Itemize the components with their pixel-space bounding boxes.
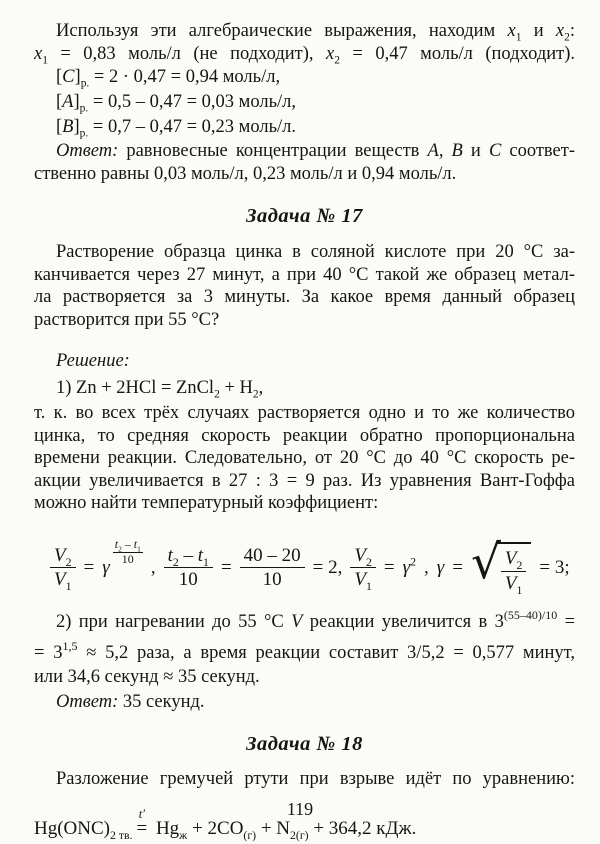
var-x2-sub: 2 (334, 54, 340, 67)
var-a: A (427, 141, 439, 161)
var-b: B (62, 117, 74, 137)
step2-equals: = (557, 611, 575, 632)
base-3: 3 (494, 611, 504, 632)
concentration-a-value: = 0,5 – 0,47 = 0,03 моль/л, (88, 92, 297, 112)
sub-1: 1 (203, 555, 209, 569)
bracket-close: ] (73, 92, 80, 112)
bracket-open: [ (56, 92, 63, 112)
radical-sign: √ (470, 535, 501, 591)
equals-sign: = (83, 556, 95, 578)
fraction-40-20: $\frac{40 - 20}{10}$ (240, 545, 305, 591)
comma: , (150, 556, 156, 578)
equals-sign: = (220, 556, 232, 578)
mercury-sub: ж (179, 828, 188, 842)
equals-2: = 2, (312, 556, 343, 578)
task-17-body-line-3: времени реакции. Следовательно, от 20 °С до 40 °С скорость ре- (34, 448, 575, 468)
bracket-close: ] (74, 67, 81, 87)
equilibrium-answer-line-2: ственно равны 0,03 моль/л, 0,23 моль/л и 0,94 моль/л. (34, 163, 457, 184)
equilibrium-sub: р. (79, 102, 89, 115)
gamma-squared (403, 557, 416, 579)
bracket-open: [ (56, 67, 63, 87)
zncl2-sub: 2 (214, 388, 220, 401)
denominator-10: 10 (121, 552, 134, 566)
task-17-statement-line-1: Растворение образца цинка в соляной кислоте при 20 °С за- (56, 242, 575, 262)
var-v: V (504, 548, 517, 570)
var-t: t (167, 544, 173, 566)
sub-1: 1 (137, 544, 141, 554)
energy-term: + 364,2 кДж. (308, 818, 417, 839)
vant-hoff-formula (50, 523, 575, 597)
task-17-answer (34, 689, 575, 715)
var-v: V (354, 569, 366, 590)
page-number: 119 (286, 799, 314, 819)
reaction-equation-line (34, 375, 575, 401)
co-sub: (г) (243, 828, 257, 842)
intro-lead: Используя эти алгебраические выражения, находим (56, 21, 508, 41)
equals-sign: = (383, 556, 395, 578)
task-17-statement-line-4: растворится при 55 °С? (34, 309, 220, 330)
var-x2-sub: 2 (564, 31, 570, 44)
fraction-v2-v1 (501, 548, 527, 597)
co-term: + 2CO (187, 818, 244, 839)
var-a: A (62, 92, 74, 112)
power-55-40-10: (55–40)/10 (503, 607, 558, 622)
var-t: t (133, 537, 138, 552)
var-v: V (291, 611, 303, 632)
task-18-title: Задача № 18 (246, 732, 363, 755)
gamma-symbol: γ (402, 556, 411, 578)
concentration-a-line (34, 90, 575, 115)
mercury-symbol: Hg (151, 818, 180, 839)
power-2: 2 (410, 555, 416, 569)
concentration-c-line (34, 65, 575, 90)
var-x1-sub: 1 (42, 54, 48, 67)
task-17-step2-line-2 (34, 634, 575, 665)
conjunction: и (462, 141, 489, 161)
var-c: C (488, 141, 502, 161)
bracket-close: ] (73, 117, 80, 137)
gamma-with-exponent (102, 537, 143, 582)
var-v: V (354, 544, 366, 566)
nitrogen-sub: 2(г) (290, 828, 309, 842)
var-x1-sub: 1 (515, 31, 522, 44)
equilibrium-intro-line-1 (34, 20, 575, 43)
fraction-v2-v1 (50, 545, 76, 591)
fraction-v2-v1 (350, 545, 376, 591)
equals-sign: = (136, 818, 148, 839)
task-17-title: Задача № 17 (246, 205, 363, 227)
var-t: t (197, 544, 204, 566)
var-t: t (114, 537, 119, 552)
answer-label: Ответ: (56, 691, 119, 712)
denominator-10: 10 (178, 569, 198, 590)
comma: , (258, 378, 264, 398)
x1-value: = 0,83 моль/л (не подходит), (47, 43, 327, 64)
x2-value: = 0,47 моль/л (подходит). (339, 43, 575, 64)
denominator-10: 10 (262, 569, 282, 590)
task-17-step2-line-1 (34, 603, 575, 634)
var-v: V (54, 569, 66, 590)
sub-1: 1 (516, 583, 523, 597)
var-b: B (451, 141, 463, 161)
equals-3: = 3; (539, 556, 570, 578)
task-17-statement-line-2: канчивается через 27 минут, а при 40 °С такой же образец метал- (34, 264, 575, 285)
fulminate-sub: 2 тв. (110, 828, 133, 842)
reaction-lhs: 1) Zn + 2HCl = ZnCl (56, 378, 215, 398)
nitrogen-term: + N (256, 818, 291, 839)
step2-base: = 3 (34, 642, 63, 663)
task-17-body-line-1: т. к. во всех трёх случаях растворяется одно и то же количество (34, 403, 575, 423)
sub-2: 2 (516, 559, 523, 573)
step2-mid: реакции увеличится в (302, 611, 495, 632)
task-17-step2-line-3: или 34,6 секунд ≈ 35 секунд. (34, 666, 260, 687)
task-18-statement: Разложение гремучей ртути при взрыве идёт по уравнению: (56, 768, 575, 789)
task-17-statement-line-3: ла растворяется за 3 минуты. За какое время данный образец (34, 287, 575, 307)
task-17-body-line-4: акции увеличивается в 27 : 3 = 9 раз. Из уравнения Вант-Гоффа (34, 470, 575, 491)
step2-tail: ≈ 5,2 раза, а время реакции составит 3/5,2 = 0,577 минут, (77, 642, 575, 663)
answer-text: 35 секунд. (118, 691, 205, 712)
answer-label: Ответ: (56, 141, 119, 161)
h2-sub: 2 (252, 388, 259, 401)
minus-sign: – (124, 537, 131, 552)
gamma-symbol: γ (436, 556, 445, 578)
var-v: V (504, 572, 517, 594)
intro-conj: и (521, 21, 556, 41)
var-x1: x (507, 21, 516, 41)
fraction-t2-t1 (164, 545, 213, 591)
sub-2: 2 (172, 555, 179, 569)
equilibrium-intro-line-2 (34, 43, 575, 66)
var-x2: x (555, 21, 565, 41)
sub-2: 2 (65, 555, 72, 569)
answer-tail: соответ- (501, 141, 576, 161)
concentration-b-line (34, 115, 575, 140)
sub-2: 2 (365, 555, 372, 569)
heat-mark: t′ (138, 807, 145, 821)
var-c: C (62, 67, 75, 87)
comma: , (423, 556, 429, 578)
reaction-mid: + H (219, 378, 253, 398)
task-17-body-line-5: можно найти температурный коэффициент: (34, 493, 379, 513)
sub-1: 1 (365, 579, 372, 593)
answer-text: равновесные концентрации веществ (118, 141, 428, 161)
exponent-fraction (113, 538, 143, 567)
minus-sign: – (183, 544, 194, 566)
equals-sign: = (452, 556, 463, 578)
task-17-body-line-2: цинка, то средняя скорость реакции обратно пропорциональна (34, 425, 575, 446)
var-x1: x (34, 43, 43, 64)
square-root (470, 535, 531, 597)
equilibrium-sub: р. (80, 77, 90, 90)
equilibrium-sub: р. (79, 127, 89, 140)
var-x2: x (326, 43, 335, 64)
fulminate-formula: Hg(ONC) (34, 818, 110, 839)
concentration-b-value: = 0,7 – 0,47 = 0,23 моль/л. (88, 117, 297, 137)
sub-1: 1 (65, 579, 72, 593)
var-v: V (54, 544, 66, 566)
solution-label: Решение: (56, 351, 130, 371)
comma: , (438, 141, 452, 161)
gamma-symbol: γ (102, 556, 110, 578)
intro-colon: : (569, 21, 576, 41)
concentration-c-value: = 2 · 0,47 = 0,94 моль/л, (89, 67, 281, 87)
step2-lead: 2) при нагревании до 55 °С (56, 611, 292, 632)
bracket-open: [ (56, 117, 63, 137)
equilibrium-answer-line-1 (34, 140, 575, 163)
power-1-5: 1,5 (62, 638, 78, 653)
sub-2: 2 (118, 544, 122, 554)
